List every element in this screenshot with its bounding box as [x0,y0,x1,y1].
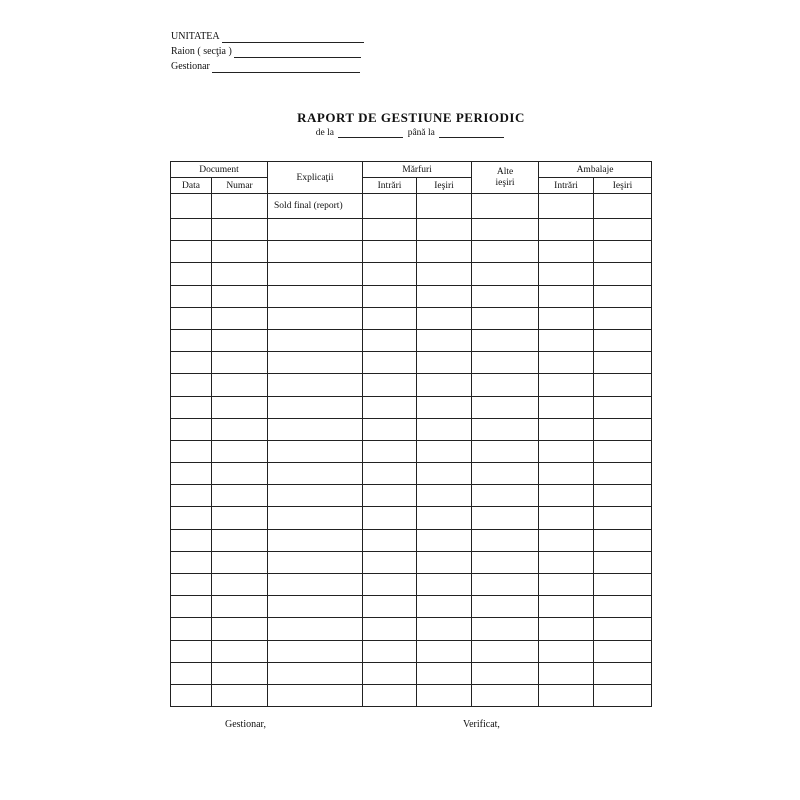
table-row [171,485,652,507]
cell[interactable] [268,507,363,529]
cell[interactable] [268,485,363,507]
cell[interactable] [594,640,652,662]
cell[interactable] [417,684,472,706]
cell[interactable] [472,684,539,706]
cell[interactable] [171,307,212,329]
col-marfuri-iesiri: Ieşiri [417,178,472,194]
cell[interactable] [212,662,268,684]
cell[interactable] [472,551,539,573]
table-row [171,529,652,551]
cell[interactable] [212,551,268,573]
cell[interactable] [212,463,268,485]
table-row [171,352,652,374]
cell[interactable] [363,329,417,351]
cell[interactable] [363,529,417,551]
cell[interactable] [472,396,539,418]
cell[interactable] [268,551,363,573]
cell[interactable] [417,618,472,640]
cell[interactable] [417,396,472,418]
cell[interactable] [212,241,268,263]
cell[interactable] [417,574,472,596]
cell[interactable] [539,352,594,374]
cell[interactable] [472,263,539,285]
cell[interactable] [594,529,652,551]
cell[interactable] [417,485,472,507]
cell[interactable] [363,574,417,596]
col-marfuri-intrari: Intrări [363,178,417,194]
cell[interactable] [472,194,539,219]
col-ambalaje-intrari: Intrări [539,178,594,194]
cell[interactable] [594,396,652,418]
table-row [171,463,652,485]
unit-blank[interactable] [222,33,364,43]
cell[interactable] [171,194,212,219]
cell[interactable] [212,618,268,640]
cell[interactable] [268,684,363,706]
gestionar-field [171,61,360,73]
col-document: Document [171,162,268,178]
table-row [171,263,652,285]
cell[interactable] [539,194,594,219]
cell[interactable] [268,263,363,285]
cell[interactable] [212,194,268,219]
cell[interactable] [417,374,472,396]
cell[interactable] [363,662,417,684]
cell[interactable] [594,684,652,706]
page-title: RAPORT DE GESTIUNE PERIODIC [297,110,525,125]
cell[interactable] [363,241,417,263]
footer-verificat: Verificat, [463,719,500,730]
cell[interactable] [539,374,594,396]
cell[interactable] [268,662,363,684]
cell[interactable] [212,574,268,596]
cell[interactable] [171,285,212,307]
cell[interactable] [539,596,594,618]
cell[interactable] [212,329,268,351]
raion-label: Raion ( secţia ) [171,46,232,57]
cell[interactable] [417,307,472,329]
cell[interactable] [594,618,652,640]
table-row [171,219,652,241]
cell[interactable] [417,662,472,684]
cell[interactable] [417,219,472,241]
col-ambalaje-iesiri: Ieşiri [594,178,652,194]
cell[interactable] [594,463,652,485]
cell[interactable] [212,596,268,618]
table-row [171,418,652,440]
period-from-blank[interactable] [338,129,403,138]
cell[interactable] [417,640,472,662]
col-explicatii: Explicaţii [268,162,363,194]
cell[interactable] [539,329,594,351]
cell[interactable] [417,507,472,529]
cell[interactable] [171,640,212,662]
cell[interactable] [539,662,594,684]
cell[interactable] [472,219,539,241]
cell[interactable] [268,219,363,241]
cell[interactable] [594,194,652,219]
cell[interactable] [268,640,363,662]
cell[interactable] [472,285,539,307]
cell[interactable] [171,463,212,485]
cell[interactable] [539,640,594,662]
cell[interactable] [363,219,417,241]
table-row [171,574,652,596]
cell[interactable] [212,684,268,706]
cell[interactable] [268,241,363,263]
cell[interactable] [363,618,417,640]
cell[interactable] [594,440,652,462]
cell[interactable] [171,241,212,263]
table-row [171,374,652,396]
cell[interactable] [539,529,594,551]
cell[interactable] [268,596,363,618]
raion-blank[interactable] [234,48,361,58]
cell[interactable] [268,574,363,596]
table-row [171,307,652,329]
cell[interactable] [363,551,417,573]
cell[interactable] [171,551,212,573]
cell[interactable] [268,285,363,307]
cell[interactable] [363,596,417,618]
table-row [171,241,652,263]
cell[interactable] [539,418,594,440]
cell[interactable] [539,285,594,307]
cell[interactable] [171,219,212,241]
cell[interactable] [472,307,539,329]
cell[interactable] [472,507,539,529]
cell[interactable] [171,329,212,351]
cell[interactable] [212,396,268,418]
cell[interactable] [594,219,652,241]
col-numar: Numar [212,178,268,194]
cell[interactable] [363,285,417,307]
cell[interactable] [212,219,268,241]
cell[interactable] [539,396,594,418]
cell[interactable] [212,263,268,285]
cell[interactable] [594,596,652,618]
cell[interactable] [171,418,212,440]
cell[interactable] [212,374,268,396]
cell[interactable] [171,352,212,374]
cell[interactable] [363,507,417,529]
cell[interactable] [417,263,472,285]
cell[interactable] [417,194,472,219]
cell[interactable] [417,440,472,462]
cell[interactable] [171,507,212,529]
table-row [171,640,652,662]
unit-label: UNITATEA [171,31,220,42]
table-row [171,194,652,219]
cell[interactable] [268,352,363,374]
cell[interactable] [268,329,363,351]
cell[interactable] [363,485,417,507]
cell[interactable] [171,618,212,640]
cell[interactable] [594,285,652,307]
cell[interactable] [417,529,472,551]
table-row [171,618,652,640]
cell[interactable] [268,463,363,485]
cell[interactable] [472,596,539,618]
cell[interactable] [268,396,363,418]
period-to-label: până la [407,128,435,138]
cell[interactable] [212,352,268,374]
table-row [171,684,652,706]
cell[interactable] [594,551,652,573]
table-row [171,329,652,351]
cell[interactable] [417,463,472,485]
cell[interactable] [212,418,268,440]
cell[interactable] [472,618,539,640]
ledger-body [171,194,652,707]
cell[interactable] [171,374,212,396]
cell[interactable] [539,684,594,706]
cell[interactable] [212,307,268,329]
col-marfuri: Mărfuri [363,162,472,178]
table-row [171,396,652,418]
cell[interactable] [171,662,212,684]
cell[interactable] [363,352,417,374]
table-row [171,285,652,307]
cell[interactable] [539,241,594,263]
table-row [171,551,652,573]
cell[interactable] [472,662,539,684]
cell[interactable] [268,440,363,462]
cell[interactable] [363,440,417,462]
cell[interactable] [539,618,594,640]
cell[interactable] [539,440,594,462]
cell[interactable] [417,352,472,374]
cell[interactable] [171,396,212,418]
cell[interactable] [171,684,212,706]
cell[interactable] [363,263,417,285]
cell[interactable] [417,241,472,263]
cell[interactable] [472,463,539,485]
cell[interactable] [268,418,363,440]
cell[interactable] [268,529,363,551]
cell[interactable] [472,418,539,440]
cell[interactable] [363,374,417,396]
cell[interactable] [363,307,417,329]
col-alte-iesiri [472,162,539,194]
cell[interactable] [417,551,472,573]
cell[interactable] [472,574,539,596]
cell[interactable] [171,485,212,507]
cell[interactable] [594,352,652,374]
cell[interactable] [594,485,652,507]
cell[interactable] [539,219,594,241]
col-data: Data [171,178,212,194]
cell[interactable] [212,640,268,662]
cell[interactable] [171,596,212,618]
cell[interactable] [472,485,539,507]
cell[interactable] [539,463,594,485]
cell[interactable] [363,396,417,418]
cell[interactable] [539,263,594,285]
cell[interactable] [268,618,363,640]
gestionar-blank[interactable] [212,63,360,73]
cell[interactable] [594,241,652,263]
cell[interactable] [417,329,472,351]
sold-final-cell[interactable]: Sold final (report) [268,194,363,219]
col-ambalaje: Ambalaje [539,162,652,178]
table-row [171,596,652,618]
cell[interactable] [539,485,594,507]
cell[interactable] [472,374,539,396]
footer-gestionar: Gestionar, [225,719,266,730]
cell[interactable] [212,507,268,529]
cell[interactable] [363,640,417,662]
cell[interactable] [594,507,652,529]
table-row [171,507,652,529]
cell[interactable] [417,418,472,440]
unit-field [171,31,364,43]
cell[interactable] [268,307,363,329]
cell[interactable] [594,263,652,285]
cell[interactable] [363,418,417,440]
gestionar-label: Gestionar [171,61,210,72]
cell[interactable] [212,285,268,307]
cell[interactable] [212,485,268,507]
cell[interactable] [171,440,212,462]
cell[interactable] [594,307,652,329]
cell[interactable] [363,463,417,485]
period-line [0,128,800,138]
cell[interactable] [472,329,539,351]
cell[interactable] [417,596,472,618]
period-to-blank[interactable] [439,129,504,138]
cell[interactable] [539,507,594,529]
cell[interactable] [539,574,594,596]
cell[interactable] [594,662,652,684]
cell[interactable] [594,329,652,351]
cell[interactable] [417,285,472,307]
ledger-table [170,161,652,707]
cell[interactable] [268,374,363,396]
cell[interactable] [363,684,417,706]
cell[interactable] [171,529,212,551]
cell[interactable] [594,374,652,396]
cell[interactable] [472,529,539,551]
cell[interactable] [171,574,212,596]
period-from-label: de la [315,128,334,138]
cell[interactable] [472,241,539,263]
table-row [171,662,652,684]
cell[interactable] [212,440,268,462]
cell[interactable] [171,263,212,285]
cell[interactable] [212,529,268,551]
alte-iesiri-label: Alte ieşiri [495,166,515,188]
cell[interactable] [594,574,652,596]
cell[interactable] [539,307,594,329]
cell[interactable] [363,194,417,219]
cell[interactable] [472,352,539,374]
cell[interactable] [594,418,652,440]
cell[interactable] [472,440,539,462]
table-row [171,440,652,462]
raion-field [171,46,361,58]
cell[interactable] [539,551,594,573]
cell[interactable] [472,640,539,662]
